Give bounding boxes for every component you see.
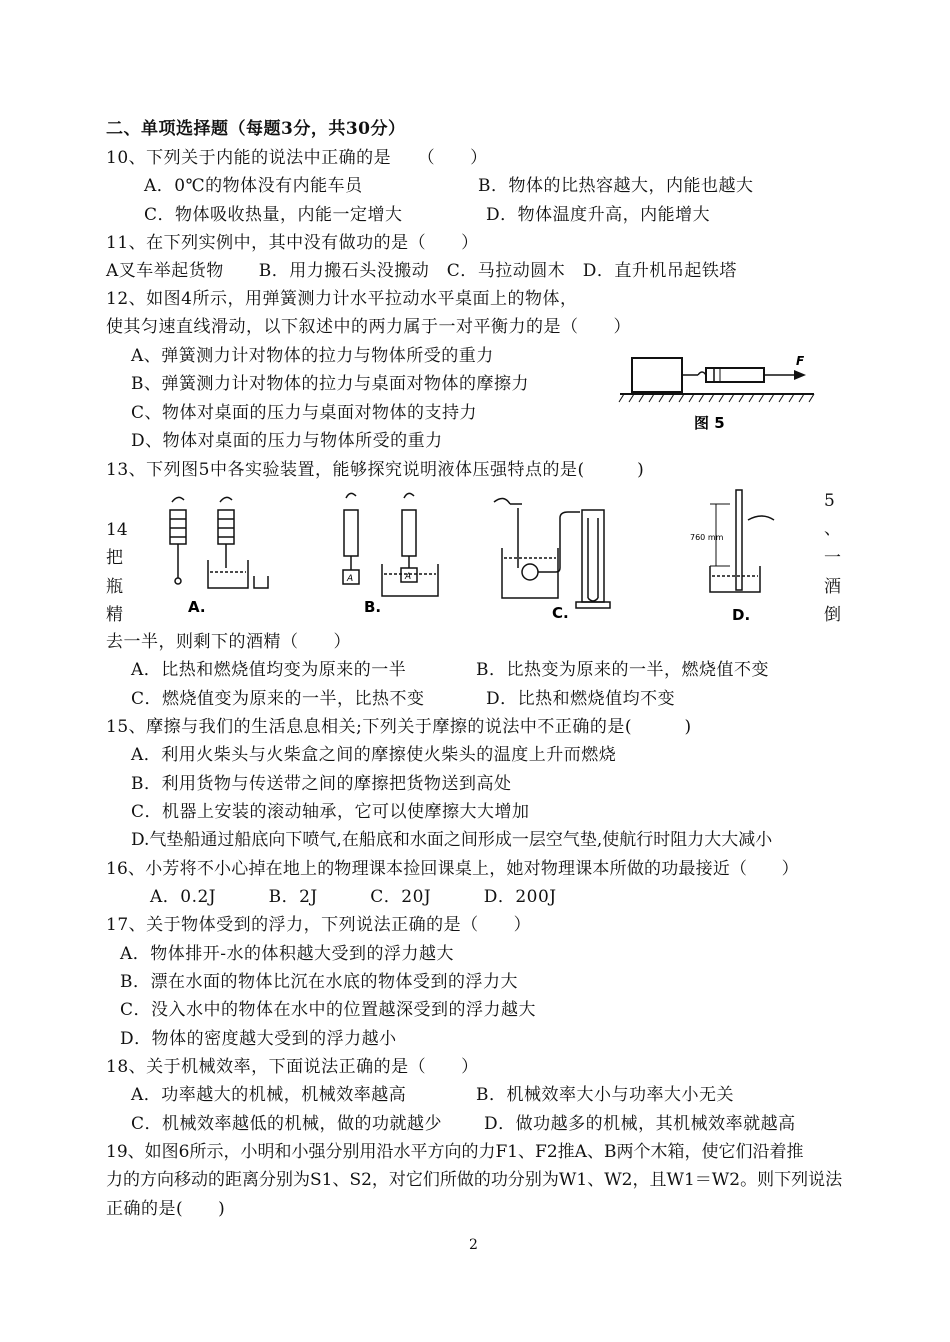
section-title: 二、单项选择题（每题3分，共30分） bbox=[106, 119, 406, 139]
q16-options: A．0.2J B．2J C．20J D．200J bbox=[150, 887, 557, 907]
apparatus-a bbox=[170, 497, 268, 588]
q14-right-char-2: 、 bbox=[824, 519, 841, 539]
q15-option-a: A．利用火柴头与火柴盒之间的摩擦使火柴头的温度上升而燃烧 bbox=[131, 745, 617, 765]
q16-stem: 16、小芳将不小心掉在地上的物理课本捡回课桌上，她对物理课本所做的功最接近（ ） bbox=[106, 859, 799, 879]
q17-option-a: A．物体排开-水的体积越大受到的浮力越大 bbox=[120, 944, 455, 964]
page-number: 2 bbox=[469, 1237, 479, 1253]
q10-option-d: D．物体温度升高，内能增大 bbox=[486, 205, 711, 225]
pressure-apparatus-figure bbox=[150, 488, 810, 623]
q15-option-d: D.气垫船通过船底向下喷气,在船底和水面之间形成一层空气垫,使航行时阻力大大减小 bbox=[131, 830, 773, 850]
q18-stem: 18、关于机械效率，下面说法正确的是（ ） bbox=[106, 1057, 479, 1077]
label-d: D. bbox=[732, 606, 751, 623]
apparatus-b bbox=[343, 493, 438, 596]
q14-option-b: B．比热变为原来的一半，燃烧值不变 bbox=[476, 660, 769, 680]
q11-options: A叉车举起货物 B．用力搬石头没搬动 C．马拉动圆木 D．直升机吊起铁塔 bbox=[106, 261, 737, 281]
force-label: F bbox=[796, 354, 805, 368]
q14-right-char-4: 酒 bbox=[824, 577, 841, 597]
figure-caption: 图 5 bbox=[694, 414, 725, 432]
q14-right-char-1: 5 bbox=[824, 491, 835, 511]
q18-option-d: D．做功越多的机械，其机械效率就越高 bbox=[484, 1114, 796, 1134]
apparatus-c bbox=[494, 498, 610, 608]
q14-right-char-5: 倒 bbox=[824, 605, 841, 625]
block-label-2: A bbox=[405, 572, 412, 582]
q15-stem: 15、摩擦与我们的生活息息相关;下列关于摩擦的说法中不正确的是( ) bbox=[106, 717, 692, 737]
q12-option-d: D、物体对桌面的压力与物体所受的重力 bbox=[131, 431, 443, 451]
q10-option-a: A．0℃的物体没有内能车员 bbox=[144, 176, 363, 196]
label-a: A. bbox=[188, 598, 206, 616]
q19-line3: 正确的是( ) bbox=[106, 1199, 226, 1219]
q12-stem-line2: 使其匀速直线滑动，以下叙述中的两力属于一对平衡力的是（ ） bbox=[106, 317, 631, 337]
q12-option-c: C、物体对桌面的压力与桌面对物体的支持力 bbox=[131, 403, 478, 423]
q17-option-c: C．没入水中的物体在水中的位置越深受到的浮力越大 bbox=[120, 1000, 537, 1020]
q12-option-b: B、弹簧测力计对物体的拉力与桌面对物体的摩擦力 bbox=[131, 374, 529, 394]
q13-stem: 13、下列图5中各实验装置，能够探究说明液体压强特点的是( ) bbox=[106, 460, 645, 480]
label-c: C. bbox=[552, 604, 569, 622]
q14-left-char-4: 精 bbox=[106, 605, 123, 625]
q14-option-c: C．燃烧值变为原来的一半，比热不变 bbox=[131, 689, 425, 709]
q19-line1: 19、如图6所示，小明和小强分别用沿水平方向的力F1、F2推A、B两个木箱，使它们沿着推 bbox=[106, 1142, 804, 1162]
q15-option-c: C．机器上安装的滚动轴承，它可以使摩擦大大增加 bbox=[131, 802, 530, 822]
label-b: B. bbox=[364, 598, 382, 616]
q14-option-a: A．比热和燃烧值均变为原来的一半 bbox=[131, 660, 407, 680]
q14-left-char-1: 14 bbox=[106, 520, 128, 540]
q17-option-b: B．漂在水面的物体比沉在水底的物体受到的浮力大 bbox=[120, 972, 518, 992]
q10-option-c: C．物体吸收热量，内能一定增大 bbox=[144, 205, 403, 225]
q14-right-char-3: 一 bbox=[824, 548, 841, 568]
q18-option-c: C．机械效率越低的机械，做的功就越少 bbox=[131, 1114, 443, 1134]
q15-option-b: B．利用货物与传送带之间的摩擦把货物送到高处 bbox=[131, 774, 512, 794]
spring-scale-figure bbox=[618, 352, 818, 442]
mm-label: 760 mm bbox=[690, 533, 724, 542]
q18-option-b: B．机械效率大小与功率大小无关 bbox=[476, 1085, 734, 1105]
q12-option-a: A、弹簧测力计对物体的拉力与物体所受的重力 bbox=[131, 346, 494, 366]
q18-option-a: A．功率越大的机械，机械效率越高 bbox=[131, 1085, 407, 1105]
q14-left-char-3: 瓶 bbox=[106, 577, 123, 597]
q11-stem: 11、在下列实例中，其中没有做功的是（ ） bbox=[106, 233, 479, 253]
q14-stem-end: 去一半，则剩下的酒精（ ） bbox=[106, 632, 351, 652]
q17-option-d: D．物体的密度越大受到的浮力越小 bbox=[120, 1029, 397, 1049]
q10-option-b: B．物体的比热容越大，内能也越大 bbox=[478, 176, 754, 196]
q19-line2: 力的方向移动的距离分别为S1、S2，对它们所做的功分别为W1、W2，且W1＝W2。则下列说法 bbox=[106, 1170, 843, 1190]
q17-stem: 17、关于物体受到的浮力，下列说法正确的是（ ） bbox=[106, 915, 532, 935]
q12-stem-line1: 12、如图4所示，用弹簧测力计水平拉动水平桌面上的物体， bbox=[106, 289, 578, 309]
q10-stem: 10、下列关于内能的说法中正确的是 （ ） bbox=[106, 148, 488, 168]
q14-left-char-2: 把 bbox=[106, 548, 123, 568]
block-label-1: A bbox=[347, 574, 354, 584]
q14-option-d: D．比热和燃烧值均不变 bbox=[486, 689, 676, 709]
